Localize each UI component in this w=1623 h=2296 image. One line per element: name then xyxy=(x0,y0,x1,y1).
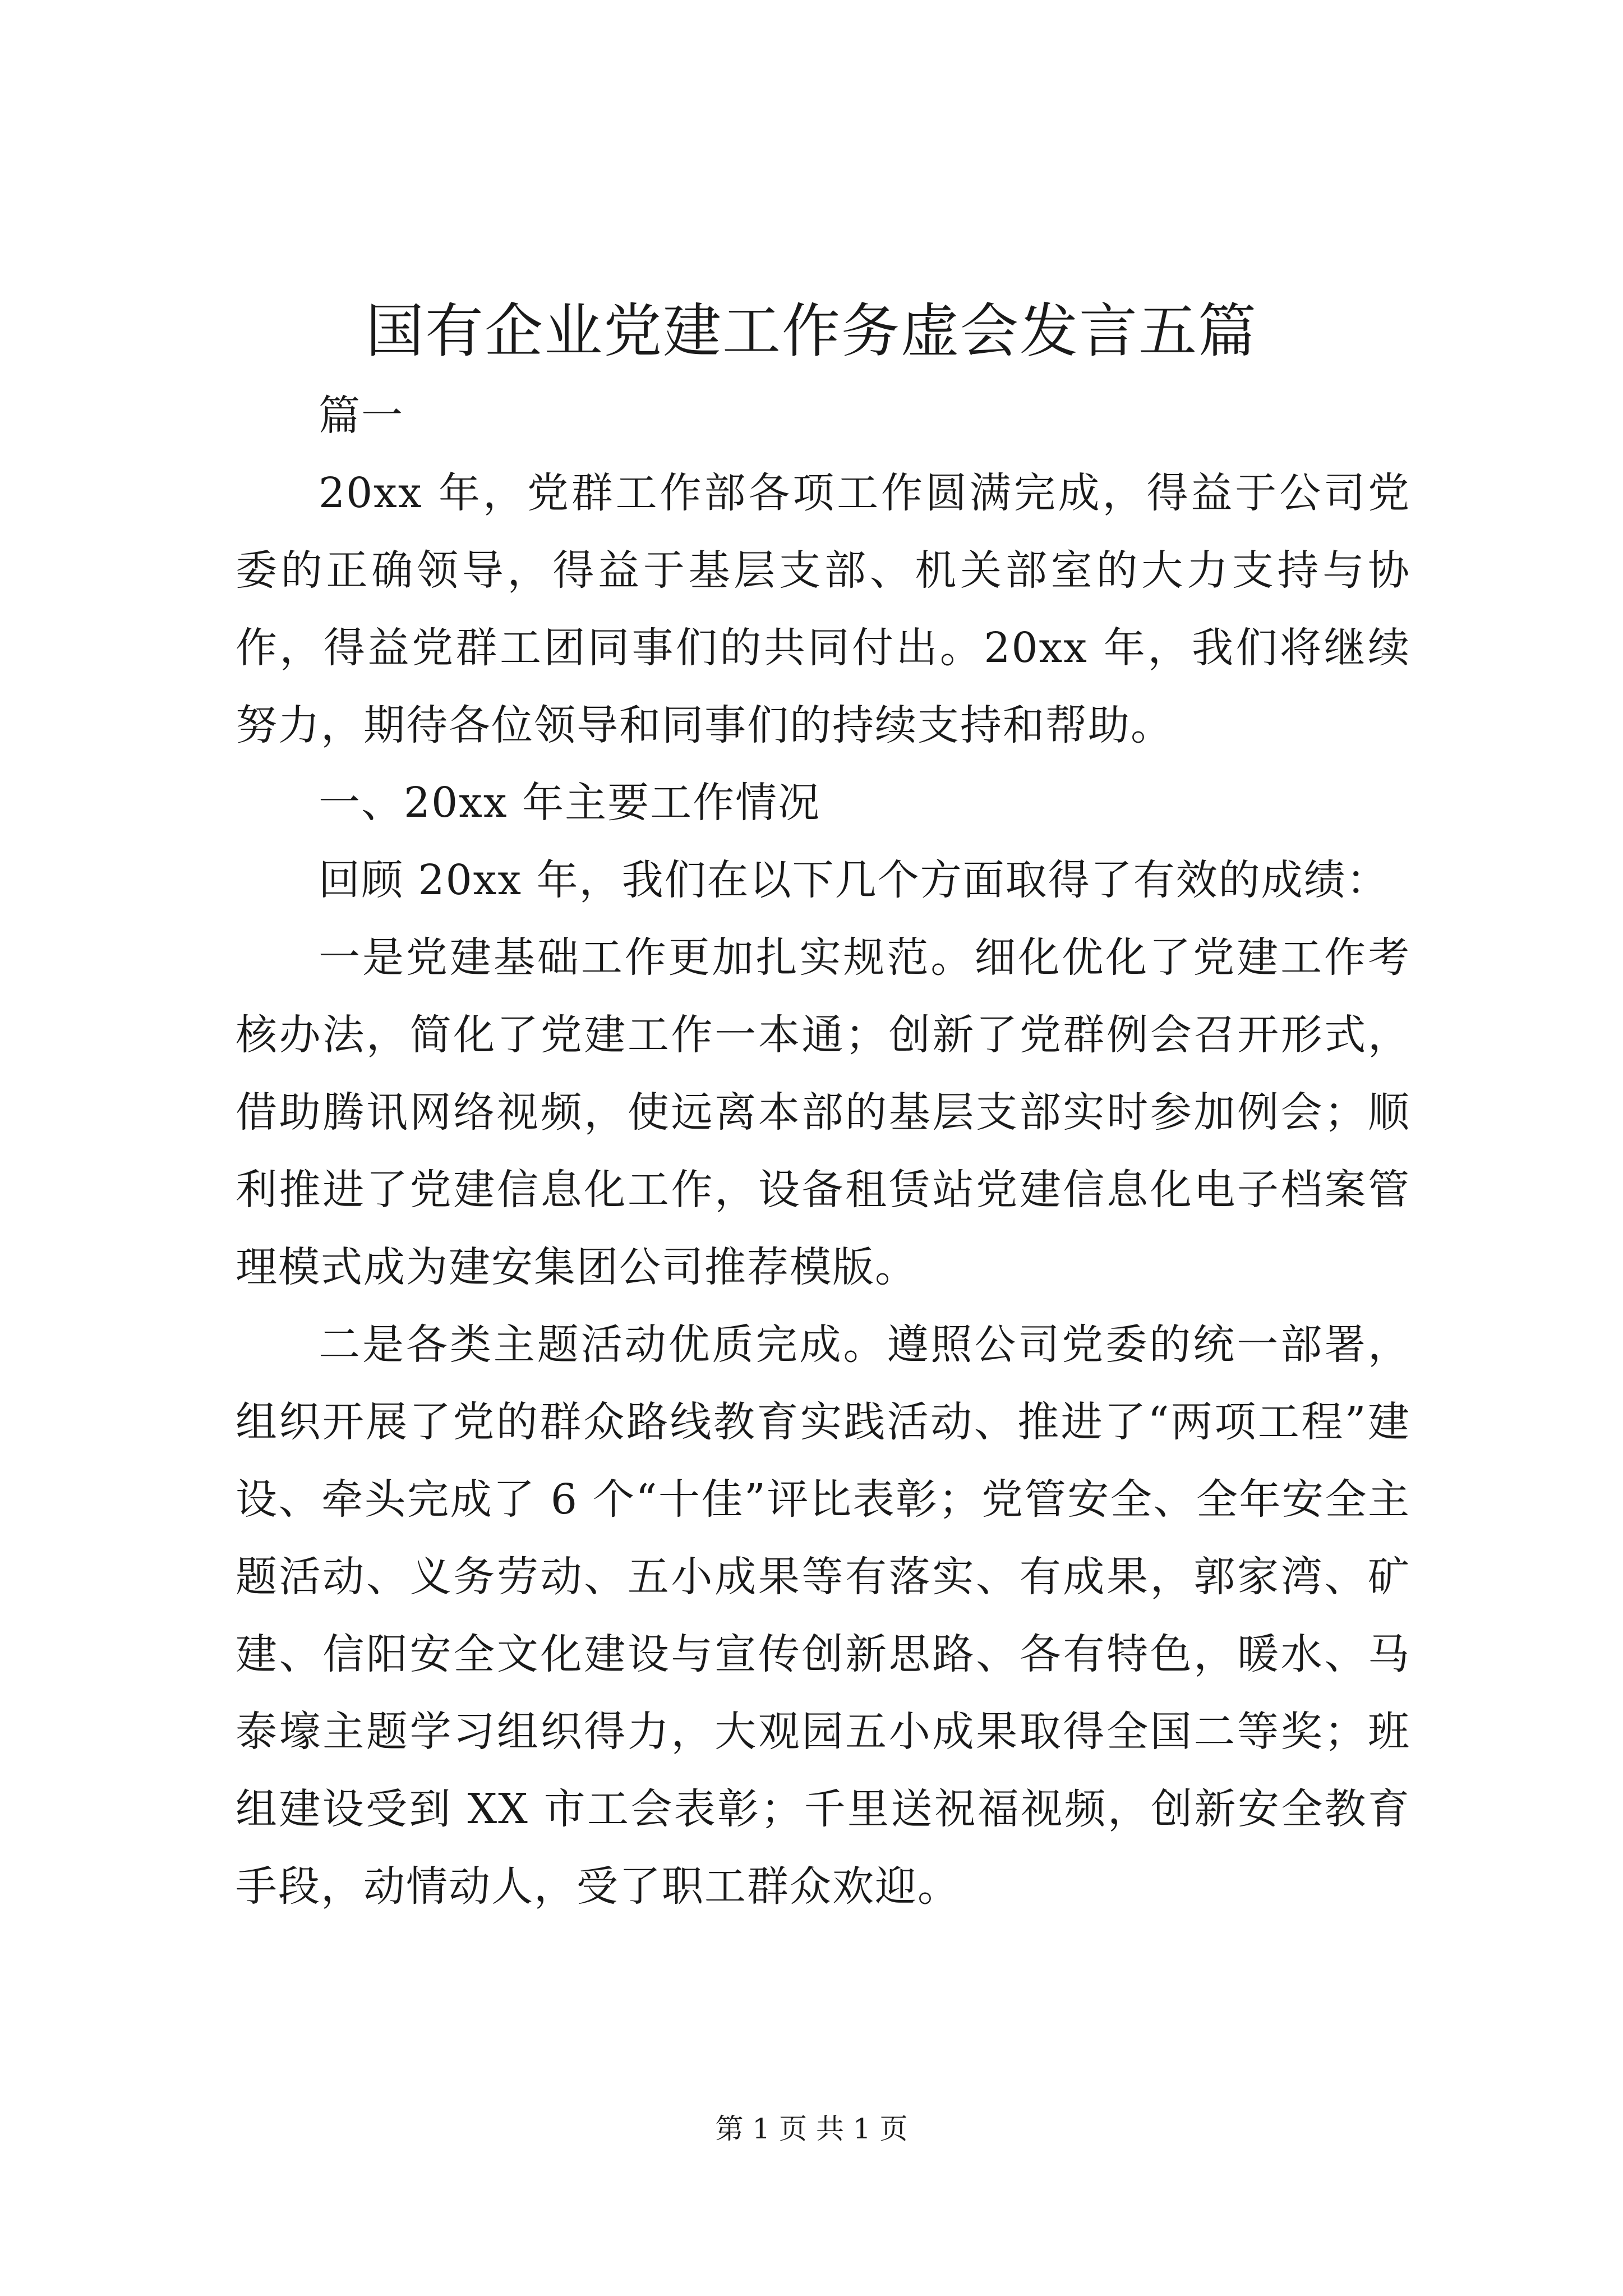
intro-paragraph: 20xx 年，党群工作部各项工作圆满完成，得益于公司党委的正确领导，得益于基层支部、机关部室的大力支持与协作，得益党群工团同事们的共同付出。20xx 年，我们将继续努力，期待各位领导和同事们的持续支持和帮助。 xyxy=(236,469,1410,749)
theme-activities-paragraph: 二是各类主题活动优质完成。遵照公司党委的统一部署，组织开展了党的群众路线教育实践活动、推进了“两项工程”建设、牵头完成了 6 个“十佳”评比表彰；党管安全、全年安全主题活动、义务劳动、五小成果等有落实、有成果，郭家湾、矿建、信阳安全文化建设与宣传创新思路、各有特色，暖水、马泰壕主题学习组织得力，大观园五小成果取得全国二等奖；班组建设受到 XX 市工会表彰；千里送祝福视频，创新安全教育手段，动情动人，受了职工群众欢迎。 xyxy=(236,1320,1410,1911)
section-heading-main-work: 一、20xx 年主要工作情况 xyxy=(319,779,821,827)
party-building-paragraph: 一是党建基础工作更加扎实规范。细化优化了党建工作考核办法，简化了党建工作一本通；创新了党群例会召开形式，借助腾讯网络视频，使远离本部的基层支部实时参加例会；顺利推进了党建信息化工作，设备租赁站党建信息化电子档案管理模式成为建安集团公司推荐模版。 xyxy=(236,933,1410,1291)
section-heading-part-one: 篇一 xyxy=(319,392,404,440)
document-title: 国有企业党建工作务虚会发言五篇 xyxy=(365,297,1257,365)
document-body xyxy=(236,377,1410,1925)
review-paragraph: 回顾 20xx 年，我们在以下几个方面取得了有效的成绩： xyxy=(319,856,1389,904)
page-footer: 第 1 页 共 1 页 xyxy=(715,2113,908,2145)
